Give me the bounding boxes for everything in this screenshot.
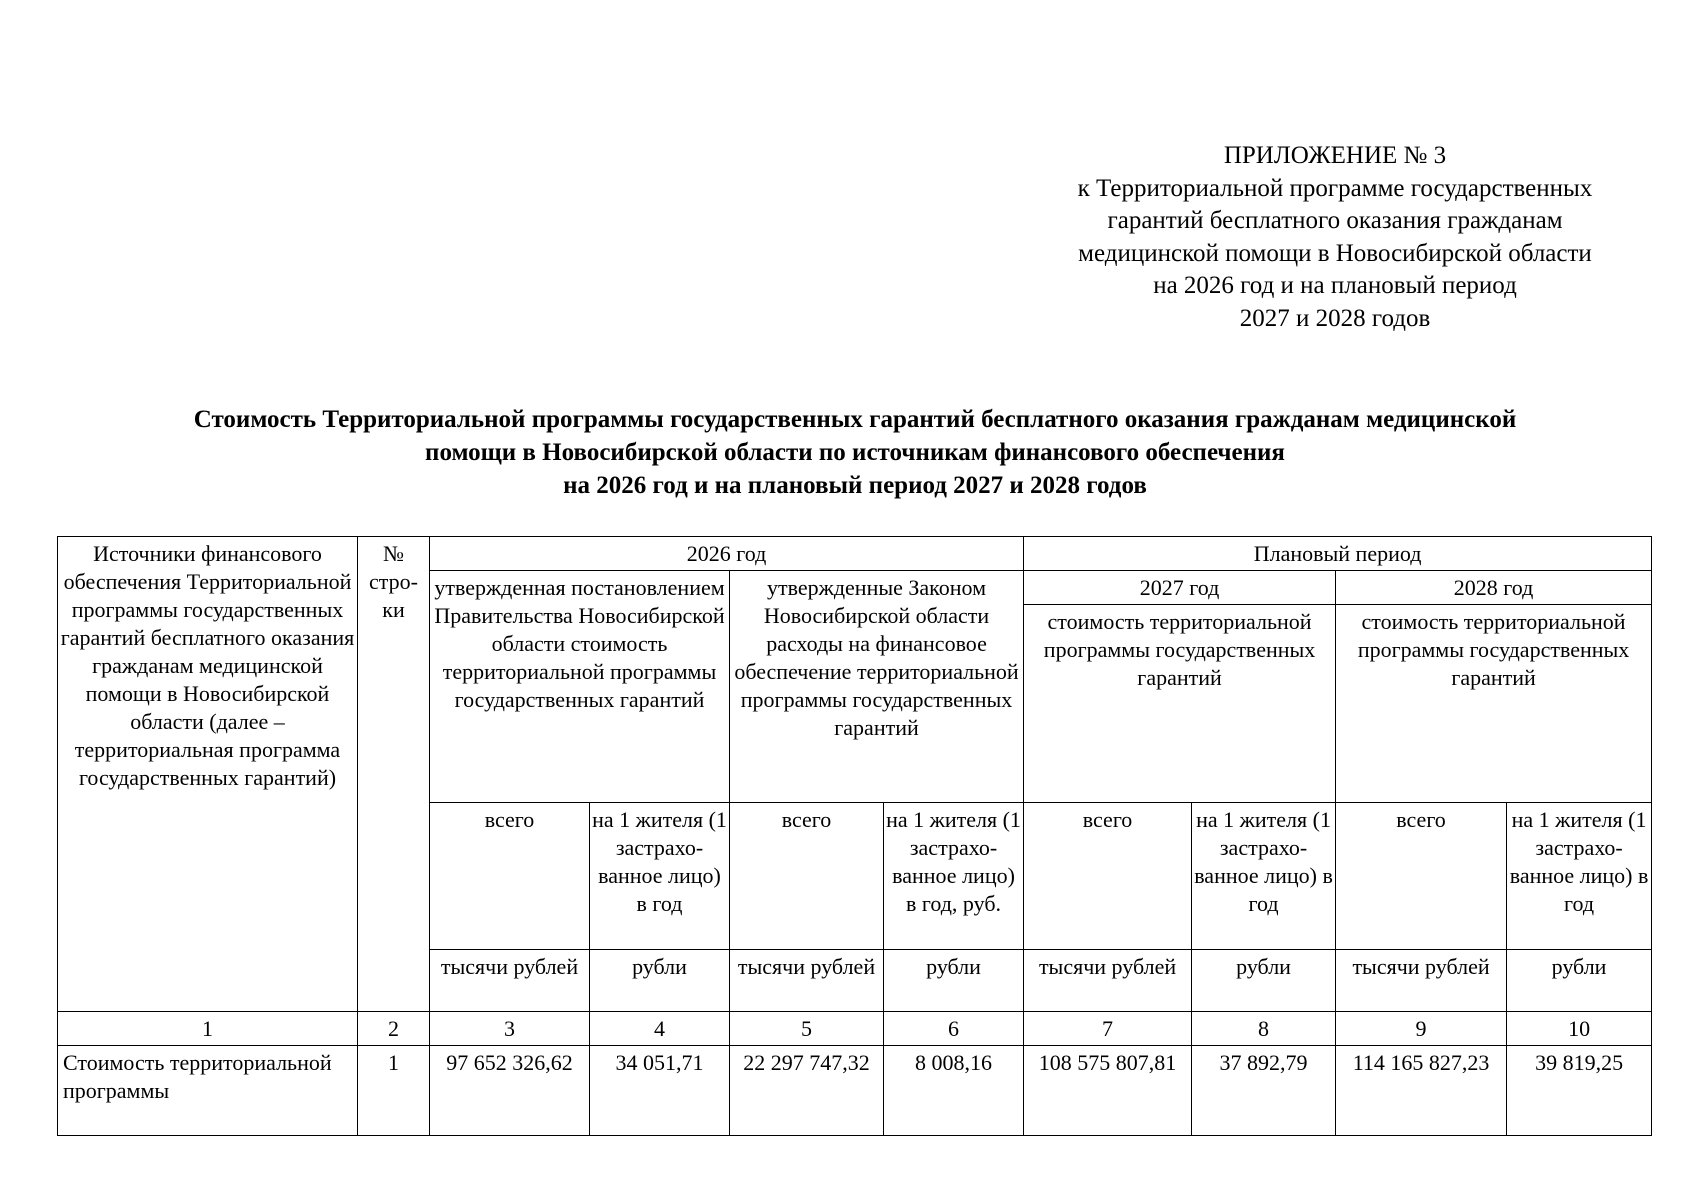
value-cell: 34 051,71 [590,1046,730,1136]
title-line: помощи в Новосибирской области по источникам финансового обеспечения [425,439,1285,466]
column-number: 5 [730,1012,884,1046]
header-total: всего [1336,803,1507,950]
appendix-line: медицинской помощи в Новосибирской области [1078,239,1592,267]
column-number: 8 [1192,1012,1336,1046]
header-cost-2028: стоимость территориальной программы государственных гарантий [1336,605,1652,803]
header-per-resident-rub: на 1 жителя (1 застрахо-ванное лицо) в год, руб. [884,803,1024,950]
header-planned-period: Плановый период [1024,537,1652,571]
title-line: на 2026 год и на плановый период 2027 и 2028 годов [563,472,1147,499]
header-approved-by-resolution: утвержденная постановлением Правительства Новосибирской области стоимость территориальной программы государственных гарантий [430,571,730,803]
unit-thousand-rub: тысячи рублей [430,950,590,1012]
header-per-resident: на 1 жителя (1 застрахо-ванное лицо) в год [1192,803,1336,950]
column-number: 10 [1507,1012,1652,1046]
row-number: 1 [358,1046,430,1136]
header-sources: Источники финансового обеспечения Территориальной программы государственных гарантий бесплатного оказания гражданам медицинской помощи в Новосибирской области (далее – территориальная программа государственных гарантий) [58,537,358,1012]
column-number: 7 [1024,1012,1192,1046]
title-line: Стоимость Территориальной программы государственных гарантий бесплатного оказания гражданам медицинской [193,406,1517,433]
header-row-number: № стро-ки [358,537,430,1012]
value-cell: 37 892,79 [1192,1046,1336,1136]
unit-rub: рубли [884,950,1024,1012]
column-number: 2 [358,1012,430,1046]
unit-rub: рубли [1507,950,1652,1012]
header-total: всего [430,803,590,950]
appendix-line: на 2026 год и на плановый период [1153,272,1517,299]
value-cell: 22 297 747,32 [730,1046,884,1136]
column-number: 1 [58,1012,358,1046]
unit-thousand-rub: тысячи рублей [1336,950,1507,1012]
table-row [58,1046,1652,1136]
unit-rub: рубли [1192,950,1336,1012]
appendix-line: к Территориальной программе государственных [1077,174,1593,202]
column-number: 4 [590,1012,730,1046]
column-number: 3 [430,1012,590,1046]
unit-rub: рубли [590,950,730,1012]
header-year-2026: 2026 год [430,537,1024,571]
value-cell: 108 575 807,81 [1024,1046,1192,1136]
column-numbers-row [58,1012,1652,1046]
column-number: 6 [884,1012,1024,1046]
header-year-2028: 2028 год [1336,571,1652,605]
appendix-line: ПРИЛОЖЕНИЕ № 3 [1223,142,1447,169]
header-year-2027: 2027 год [1024,571,1336,605]
header-cost-2027: стоимость территориальной программы государственных гарантий [1024,605,1336,803]
value-cell: 97 652 326,62 [430,1046,590,1136]
header-per-resident: на 1 жителя (1 застрахо-ванное лицо) в год [1507,803,1652,950]
header-total: всего [1024,803,1192,950]
unit-thousand-rub: тысячи рублей [730,950,884,1012]
value-cell: 8 008,16 [884,1046,1024,1136]
column-number: 9 [1336,1012,1507,1046]
unit-thousand-rub: тысячи рублей [1024,950,1192,1012]
appendix-block [1030,140,1640,335]
value-cell: 39 819,25 [1507,1046,1652,1136]
value-cell: 114 165 827,23 [1336,1046,1507,1136]
row-name: Стоимость территориальной программы [58,1046,358,1136]
cost-table [57,536,1652,1136]
appendix-line: гарантий бесплатного оказания гражданам [1107,207,1563,234]
header-total: всего [730,803,884,950]
header-per-resident: на 1 жителя (1 застрахо-ванное лицо) в год [590,803,730,950]
appendix-line: 2027 и 2028 годов [1239,304,1431,332]
header-approved-by-law: утвержденные Законом Новосибирской области расходы на финансовое обеспечение территориальной программы государственных гарантий [730,571,1024,803]
document-title [60,403,1650,502]
